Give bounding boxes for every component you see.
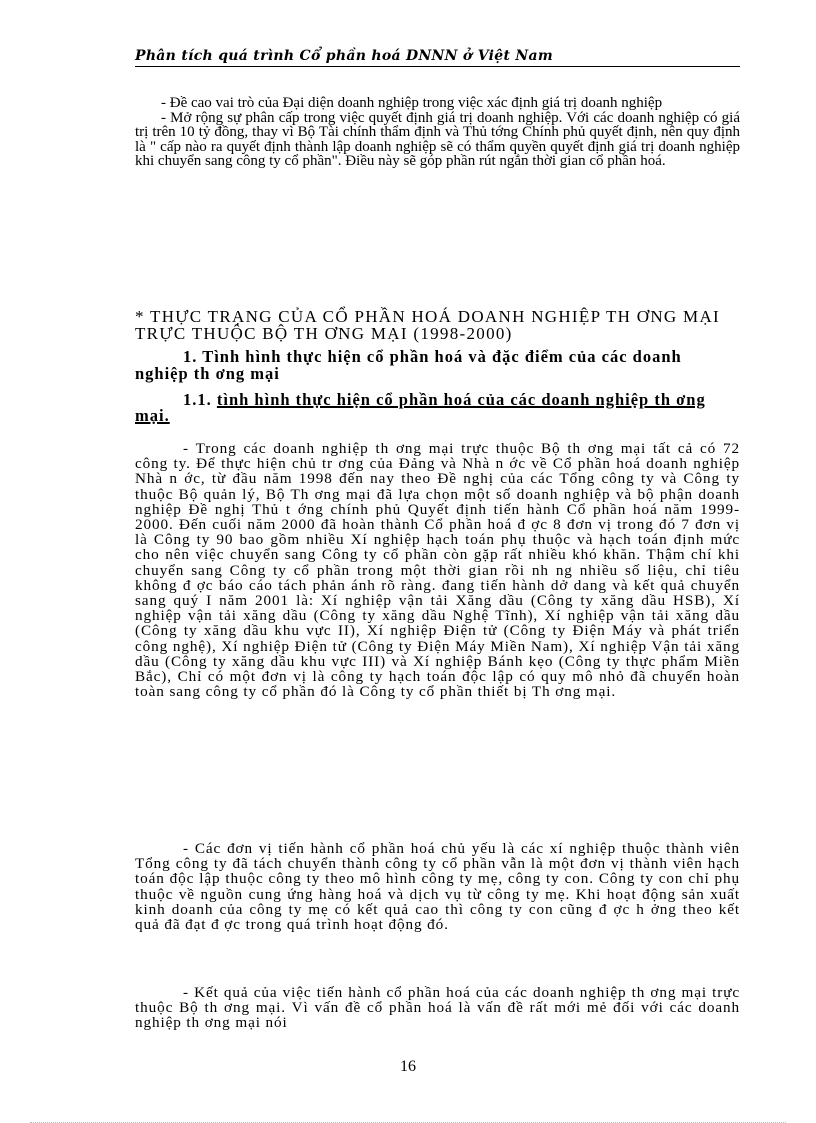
section-title xyxy=(135,308,740,342)
body-paragraph-1 xyxy=(135,441,740,699)
section-title-text: * THỰC TRẠNG CỦA CỔ PHẦN HOÁ DOANH NGHIỆP TH ƠNG MẠI TRỰC THUỘC BỘ TH ƠNG MẠI (1998-2000) xyxy=(135,307,720,343)
body-paragraph-1-text: - Trong các doanh nghiệp th ơng mại trực thuộc Bộ th ơng mại tất cả có 72 công ty. Để thực hiện chủ tr ơng của Đảng và Nhà n ớc về Cổ phần hoá doanh nghiệp Nhà n ớc, từ đầu năm 1998 đến nay theo Đề nghị của các Tổng công ty và Công ty thuộc Bộ quản lý, Bộ Th ơng mại đã lựa chọn một số doanh nghiệp và bộ phận doanh nghiệp Đề nghị Thủ t ớng chính phủ Quyết định tiến hành Cổ phần hoá năm 1999-2000. Đến cuối năm 2000 đã hoàn thành Cổ phần hoá đ ợc 8 đơn vị trong đó 7 đơn vị là Công ty 90 bao gồm nhiều Xí nghiệp hạch toán phụ thuộc và hạch toán định mức cho nên việc chuyển sang Công ty cổ phần còn gặp rất nhiều khó khăn. Thậm chí khi chuyển sang Công ty cổ phần trong một thời gian rồi nh ng nhiều số liệu, chỉ tiêu không đ ợc báo cáo tách phản ánh rõ ràng. đang tiến hành dở dang và kết quả chuyển sang quý I năm 2001 là: Xí nghiệp vận tải Xăng dầu (Công ty xăng dầu HSB), Xí nghiệp vận tải xăng dầu (Công ty xăng dầu Nghệ Tĩnh), Xí nghiệp vận tải xăng dầu (Công ty xăng dầu khu vực II), Xí nghiệp Điện tử (Công ty Điện Máy và phát triển công nghệ), Xí nghiệp Điện tử (Công ty Điện Máy Miền Nam), Xí nghiệp Vận tải xăng dầu (Công ty xăng dầu khu vực III) và Xí nghiệp Bánh kẹo (Công ty thực phẩm Miền Bắc), Chỉ có một đơn vị là công ty hạch toán độc lập có quy mô nhỏ đã chuyển hoàn toàn sang công ty cổ phần đó là Công ty cổ phần thiết bị Th ơng mại. xyxy=(135,440,740,701)
heading-2-text xyxy=(135,392,740,424)
intro-block xyxy=(135,96,740,169)
running-header: Phân tích quá trình Cổ phần hoá DNNN ở Việt Nam xyxy=(135,48,740,67)
intro-paragraph-1: - Đề cao vai trò của Đại diện doanh nghiệp trong việc xác định giá trị doanh nghiệp xyxy=(161,95,663,111)
heading-2-title: tình hình thực hiện cổ phần hoá của các doanh nghiệp th ơng mại. xyxy=(135,390,706,425)
intro-paragraph-2: - Mở rộng sự phân cấp trong việc quyết định giá trị doanh nghiệp. Với các doanh nghiệp có giá trị trên 10 tỷ đồng, thay vì Bộ Tài chính thẩm định và Thủ tớng Chính phủ quyết định, nên quy định là " cấp nào ra quyết định thành lập doanh nghiệp sẽ có thẩm quyền quyết định giá trị doanh nghiệp khi chuyển sang công ty cổ phần". Điều này sẽ góp phần rút ngắn thời gian cổ phần hoá. xyxy=(135,109,740,170)
heading-1 xyxy=(135,348,740,382)
body-paragraph-3-text: - Kết quả của việc tiến hành cổ phần hoá của các doanh nghiệp th ơng mại trực thuộc Bộ th ơng mại. Vì vấn đề cổ phần hoá là vấn đề rất mới mẻ đối với các doanh nghiệp th ơng mại nói xyxy=(135,984,740,1032)
heading-1-text: 1. Tình hình thực hiện cổ phần hoá và đặc điểm của các doanh nghiệp th ơng mại xyxy=(135,347,682,383)
heading-2-number: 1.1. xyxy=(183,390,212,409)
body-paragraph-3 xyxy=(135,985,740,1031)
body-paragraph-2-text: - Các đơn vị tiến hành cổ phần hoá chủ yếu là các xí nghiệp thuộc thành viên Tổng công ty đã tách chuyển thành công ty cổ phần vẫn là một đơn vị thành viên hạch toán độc lập thuộc công ty theo mô hình công ty mẹ, công ty con. Công ty con chỉ phụ thuộc về nguồn cung ứng hàng hoá và dịch vụ từ công ty mẹ. Khi hoạt động sản xuất kinh doanh của công ty mẹ có kết quả cao thì công ty con cũng đ ợc h ởng theo kết quả đã đạt đ ợc trong quá trình hoạt động đó. xyxy=(135,840,740,934)
body-paragraph-2 xyxy=(135,841,740,932)
page-number: 16 xyxy=(400,1058,416,1075)
heading-2 xyxy=(135,392,740,424)
